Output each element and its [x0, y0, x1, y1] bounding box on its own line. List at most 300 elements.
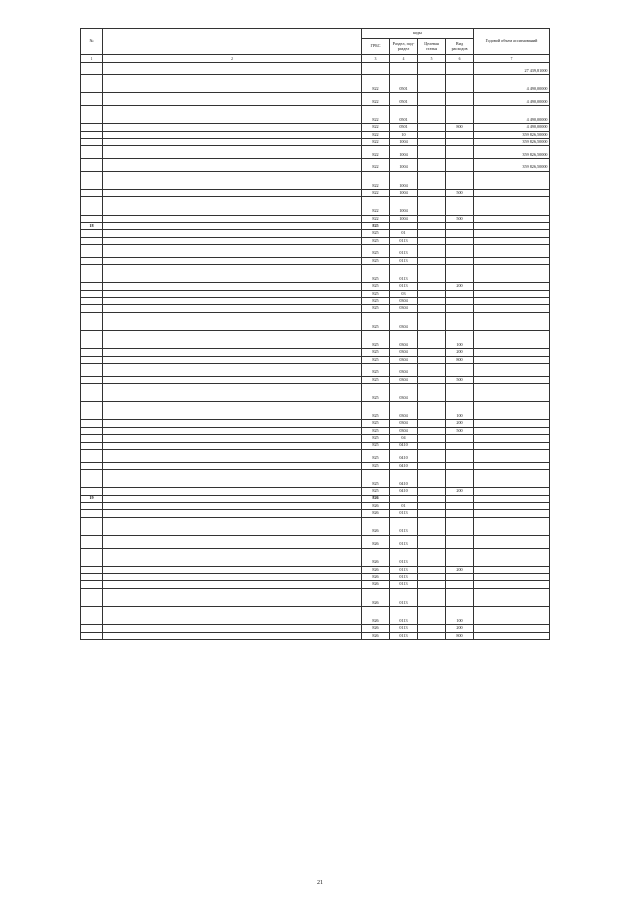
row-section: 0113: [390, 265, 418, 283]
row-number: [81, 566, 103, 573]
row-name: [103, 488, 362, 495]
table-row: [81, 469, 550, 487]
table-row: [81, 548, 550, 566]
col-header-codes: коды: [362, 29, 474, 39]
row-target: [418, 171, 446, 189]
row-target: [418, 625, 446, 632]
row-name: [103, 535, 362, 548]
row-amount: [474, 435, 550, 442]
row-grbs: 822: [362, 106, 390, 124]
row-exptype: 200: [446, 420, 474, 427]
row-target: [418, 146, 446, 159]
row-number: [81, 548, 103, 566]
row-exptype: [446, 146, 474, 159]
row-target: [418, 312, 446, 330]
row-number: [81, 237, 103, 244]
budget-table: [80, 28, 550, 640]
row-grbs: 825: [362, 349, 390, 356]
row-grbs: 825: [362, 257, 390, 264]
row-grbs: 825: [362, 312, 390, 330]
row-grbs: 826: [362, 535, 390, 548]
row-name: [103, 427, 362, 434]
row-section: 0501: [390, 75, 418, 93]
row-exptype: [446, 237, 474, 244]
row-target: [418, 535, 446, 548]
row-exptype: [446, 230, 474, 237]
row-grbs: 826: [362, 510, 390, 517]
table-row: [81, 62, 550, 75]
table-row: [81, 265, 550, 283]
row-number: [81, 146, 103, 159]
row-number: [81, 488, 103, 495]
row-grbs: 822: [362, 190, 390, 197]
row-name: [103, 632, 362, 639]
row-exptype: 500: [446, 376, 474, 383]
row-exptype: 200: [446, 349, 474, 356]
row-number: [81, 106, 103, 124]
row-amount: 359 826,50000: [474, 159, 550, 172]
row-grbs: 825: [362, 356, 390, 363]
row-target: [418, 237, 446, 244]
row-exptype: [446, 245, 474, 258]
row-exptype: [446, 495, 474, 502]
row-section: 0304: [390, 312, 418, 330]
row-exptype: [446, 469, 474, 487]
row-name: [103, 146, 362, 159]
row-name: [103, 574, 362, 581]
table-row: [81, 420, 550, 427]
row-section: [390, 222, 418, 229]
row-name: [103, 349, 362, 356]
row-target: [418, 305, 446, 312]
row-amount: [474, 331, 550, 349]
row-section: 0304: [390, 331, 418, 349]
row-name: [103, 75, 362, 93]
row-section: 0501: [390, 106, 418, 124]
row-target: [418, 124, 446, 131]
table-row: [81, 632, 550, 639]
row-number: [81, 510, 103, 517]
row-exptype: [446, 384, 474, 402]
row-exptype: 500: [446, 215, 474, 222]
table-row: [81, 312, 550, 330]
row-grbs: 826: [362, 574, 390, 581]
table-row: [81, 535, 550, 548]
row-exptype: [446, 131, 474, 138]
table-row: [81, 222, 550, 229]
row-section: 0113: [390, 625, 418, 632]
row-number: [81, 535, 103, 548]
row-section: 0501: [390, 93, 418, 106]
row-exptype: [446, 588, 474, 606]
row-amount: [474, 376, 550, 383]
row-number: [81, 93, 103, 106]
row-target: [418, 331, 446, 349]
table-row: [81, 427, 550, 434]
row-grbs: 825: [362, 283, 390, 290]
row-grbs: 825: [362, 230, 390, 237]
table-row: [81, 349, 550, 356]
row-target: [418, 245, 446, 258]
row-section: 0113: [390, 283, 418, 290]
row-number: [81, 420, 103, 427]
row-target: [418, 75, 446, 93]
row-amount: [474, 548, 550, 566]
row-grbs: 826: [362, 625, 390, 632]
row-number: [81, 384, 103, 402]
row-name: [103, 215, 362, 222]
row-amount: [474, 625, 550, 632]
row-exptype: [446, 442, 474, 449]
row-grbs: 826: [362, 566, 390, 573]
row-number: [81, 442, 103, 449]
row-exptype: [446, 222, 474, 229]
row-exptype: 200: [446, 625, 474, 632]
row-section: 0304: [390, 402, 418, 420]
row-exptype: [446, 581, 474, 588]
row-section: 0113: [390, 548, 418, 566]
row-grbs: 822: [362, 124, 390, 131]
row-exptype: [446, 305, 474, 312]
table-row: [81, 502, 550, 509]
row-number: [81, 625, 103, 632]
row-grbs: 826: [362, 632, 390, 639]
table-row: [81, 245, 550, 258]
row-name: [103, 517, 362, 535]
row-name: [103, 283, 362, 290]
row-exptype: [446, 62, 474, 75]
table-row: [81, 139, 550, 146]
row-amount: 4 490,00000: [474, 93, 550, 106]
row-amount: [474, 363, 550, 376]
row-grbs: 825: [362, 298, 390, 305]
row-name: [103, 607, 362, 625]
row-name: [103, 106, 362, 124]
row-grbs: [362, 62, 390, 75]
table-row: [81, 607, 550, 625]
row-section: 1004: [390, 159, 418, 172]
row-target: [418, 257, 446, 264]
row-exptype: [446, 265, 474, 283]
row-grbs: 825: [362, 245, 390, 258]
row-target: [418, 197, 446, 215]
row-amount: [474, 607, 550, 625]
row-grbs: 826: [362, 607, 390, 625]
row-section: 0304: [390, 363, 418, 376]
row-grbs: 825: [362, 376, 390, 383]
row-number: [81, 435, 103, 442]
row-target: [418, 139, 446, 146]
row-target: [418, 510, 446, 517]
row-name: [103, 566, 362, 573]
row-number: [81, 356, 103, 363]
row-amount: 27 439,81000: [474, 62, 550, 75]
row-name: [103, 312, 362, 330]
table-row: [81, 75, 550, 93]
row-amount: 359 826,50000: [474, 131, 550, 138]
row-exptype: [446, 197, 474, 215]
row-grbs: 825: [362, 435, 390, 442]
row-name: [103, 469, 362, 487]
row-amount: [474, 222, 550, 229]
row-name: [103, 502, 362, 509]
table-row: [81, 574, 550, 581]
row-number: [81, 197, 103, 215]
row-grbs: 826: [362, 588, 390, 606]
colnum: 1: [81, 55, 103, 62]
row-exptype: 200: [446, 488, 474, 495]
row-number: [81, 265, 103, 283]
row-target: [418, 588, 446, 606]
row-target: [418, 62, 446, 75]
row-section: [390, 62, 418, 75]
row-number: [81, 257, 103, 264]
row-section: 10: [390, 131, 418, 138]
row-number: [81, 462, 103, 469]
row-amount: [474, 517, 550, 535]
row-section: 0304: [390, 420, 418, 427]
row-name: [103, 625, 362, 632]
row-section: 0410: [390, 488, 418, 495]
row-grbs: 822: [362, 75, 390, 93]
row-section: 0113: [390, 581, 418, 588]
row-section: 0113: [390, 257, 418, 264]
row-target: [418, 283, 446, 290]
row-target: [418, 222, 446, 229]
row-target: [418, 106, 446, 124]
row-name: [103, 449, 362, 462]
table-row: [81, 290, 550, 297]
row-section: 01: [390, 230, 418, 237]
row-amount: [474, 384, 550, 402]
row-amount: [474, 632, 550, 639]
row-amount: [474, 420, 550, 427]
row-target: [418, 469, 446, 487]
row-number: [81, 588, 103, 606]
table-row: [81, 106, 550, 124]
row-target: [418, 402, 446, 420]
row-grbs: 826: [362, 517, 390, 535]
row-name: [103, 124, 362, 131]
row-target: [418, 495, 446, 502]
row-section: 0304: [390, 384, 418, 402]
row-section: 0113: [390, 245, 418, 258]
row-amount: [474, 442, 550, 449]
row-exptype: [446, 517, 474, 535]
row-amount: [474, 427, 550, 434]
table-row: [81, 488, 550, 495]
row-target: [418, 298, 446, 305]
row-grbs: 826: [362, 548, 390, 566]
row-exptype: 100: [446, 402, 474, 420]
table-row: [81, 363, 550, 376]
row-name: [103, 171, 362, 189]
table-row: [81, 230, 550, 237]
table-row: [81, 402, 550, 420]
row-grbs: 825: [362, 449, 390, 462]
row-section: 1004: [390, 197, 418, 215]
row-name: [103, 230, 362, 237]
row-target: [418, 349, 446, 356]
row-name: [103, 442, 362, 449]
row-exptype: [446, 548, 474, 566]
row-number: 19: [81, 495, 103, 502]
row-grbs: 825: [362, 305, 390, 312]
colnum: 6: [446, 55, 474, 62]
table-row: [81, 625, 550, 632]
row-amount: [474, 283, 550, 290]
row-number: [81, 230, 103, 237]
row-section: 0304: [390, 298, 418, 305]
col-header-section: Раздел, под-раздел: [390, 39, 418, 55]
row-amount: [474, 190, 550, 197]
row-name: [103, 384, 362, 402]
row-number: [81, 349, 103, 356]
table-row: [81, 215, 550, 222]
row-number: [81, 469, 103, 487]
row-grbs: 825: [362, 290, 390, 297]
row-exptype: [446, 159, 474, 172]
colnum: 3: [362, 55, 390, 62]
page-number: 21: [317, 880, 323, 886]
row-grbs: 825: [362, 469, 390, 487]
row-exptype: 500: [446, 190, 474, 197]
row-number: [81, 607, 103, 625]
row-grbs: 825: [362, 237, 390, 244]
row-amount: 4 490,00000: [474, 124, 550, 131]
row-exptype: [446, 312, 474, 330]
row-amount: [474, 230, 550, 237]
row-number: [81, 363, 103, 376]
table-row: [81, 257, 550, 264]
row-name: [103, 93, 362, 106]
table-row: [81, 159, 550, 172]
table-row: [81, 449, 550, 462]
row-number: [81, 290, 103, 297]
row-number: [81, 449, 103, 462]
row-grbs: 826: [362, 581, 390, 588]
row-name: [103, 222, 362, 229]
row-exptype: 100: [446, 607, 474, 625]
table-row: [81, 124, 550, 131]
row-section: 0113: [390, 607, 418, 625]
row-exptype: 800: [446, 356, 474, 363]
colnum: 5: [418, 55, 446, 62]
row-number: [81, 298, 103, 305]
row-target: [418, 502, 446, 509]
row-grbs: 822: [362, 93, 390, 106]
row-number: [81, 517, 103, 535]
row-section: 1004: [390, 139, 418, 146]
row-grbs: 825: [362, 442, 390, 449]
row-exptype: [446, 93, 474, 106]
row-target: [418, 363, 446, 376]
row-name: [103, 331, 362, 349]
row-exptype: [446, 502, 474, 509]
table-row: [81, 356, 550, 363]
row-section: 0113: [390, 632, 418, 639]
table-row: [81, 131, 550, 138]
row-amount: 359 826,50000: [474, 139, 550, 146]
row-target: [418, 449, 446, 462]
row-name: [103, 237, 362, 244]
row-target: [418, 230, 446, 237]
row-amount: 4 490,00000: [474, 75, 550, 93]
row-section: 0410: [390, 442, 418, 449]
row-amount: [474, 502, 550, 509]
row-name: [103, 356, 362, 363]
row-target: [418, 93, 446, 106]
table-row: [81, 171, 550, 189]
row-section: 0113: [390, 588, 418, 606]
row-amount: [474, 449, 550, 462]
row-target: [418, 159, 446, 172]
row-number: [81, 427, 103, 434]
table-row: [81, 517, 550, 535]
table-row: [81, 384, 550, 402]
row-exptype: [446, 257, 474, 264]
table-row: [81, 283, 550, 290]
row-number: [81, 402, 103, 420]
row-exptype: [446, 435, 474, 442]
row-target: [418, 488, 446, 495]
table-row: [81, 566, 550, 573]
row-number: [81, 574, 103, 581]
row-exptype: 800: [446, 632, 474, 639]
row-amount: [474, 356, 550, 363]
col-header-target: Целевая статья: [418, 39, 446, 55]
row-amount: [474, 469, 550, 487]
row-section: 0304: [390, 349, 418, 356]
col-header-num: №: [81, 29, 103, 55]
row-name: [103, 363, 362, 376]
table-row: [81, 298, 550, 305]
budget-table-body: [81, 62, 550, 639]
row-amount: [474, 535, 550, 548]
row-section: 01: [390, 502, 418, 509]
row-section: 0113: [390, 237, 418, 244]
row-name: [103, 588, 362, 606]
row-section: 0113: [390, 535, 418, 548]
row-amount: [474, 237, 550, 244]
row-section: 0410: [390, 469, 418, 487]
row-amount: [474, 312, 550, 330]
row-number: [81, 62, 103, 75]
row-amount: 4 490,00000: [474, 106, 550, 124]
row-name: [103, 305, 362, 312]
row-number: [81, 171, 103, 189]
row-amount: [474, 265, 550, 283]
row-section: 0410: [390, 462, 418, 469]
row-target: [418, 356, 446, 363]
row-target: [418, 442, 446, 449]
row-amount: [474, 488, 550, 495]
row-section: 0304: [390, 376, 418, 383]
table-row: [81, 435, 550, 442]
row-section: 0501: [390, 124, 418, 131]
table-row: [81, 376, 550, 383]
row-target: [418, 290, 446, 297]
row-target: [418, 566, 446, 573]
row-exptype: [446, 535, 474, 548]
row-amount: [474, 290, 550, 297]
row-grbs: 825: [362, 384, 390, 402]
row-number: [81, 131, 103, 138]
row-grbs: 825: [362, 265, 390, 283]
row-section: 1004: [390, 146, 418, 159]
colnum: 7: [474, 55, 550, 62]
row-name: [103, 548, 362, 566]
